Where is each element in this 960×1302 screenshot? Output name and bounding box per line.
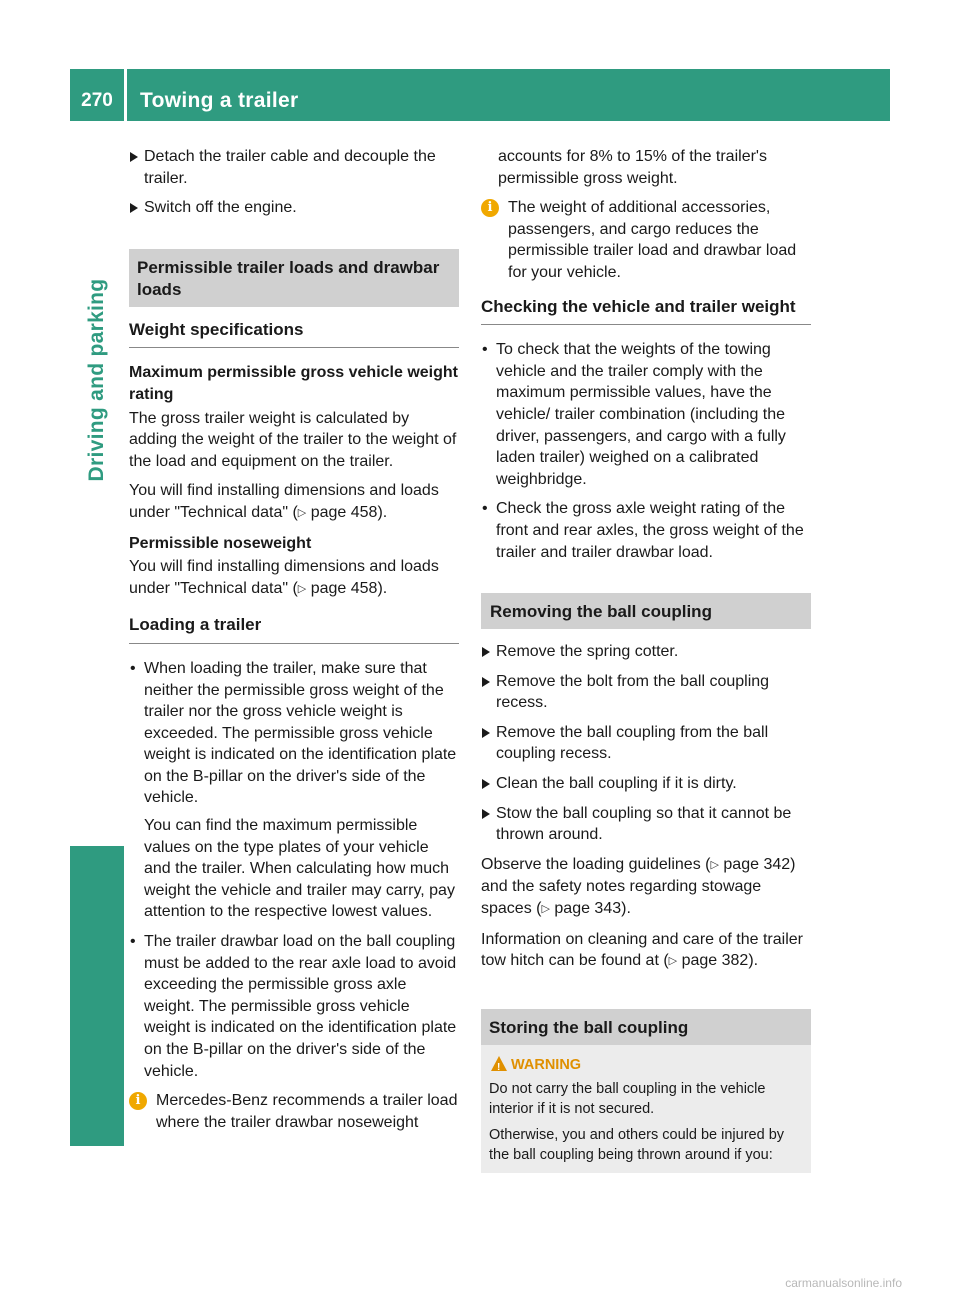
paragraph: You will find installing dimensions and loads under "Technical data" (▷ page 458). <box>129 558 439 597</box>
page-link[interactable]: page 343). <box>554 900 631 918</box>
info-text: Mercedes-Benz recommends a trailer load where the trailer drawbar noseweight <box>156 1092 458 1131</box>
paragraph: The gross trailer weight is calculated by adding the weight of the trailer to the weight of the load and equipment on the trailer. <box>129 409 457 470</box>
watermark: carmanualsonline.info <box>785 1276 902 1290</box>
section-heading: Permissible trailer loads and drawbar loads <box>129 249 459 307</box>
right-column <box>481 146 811 1173</box>
page-link[interactable]: page 458). <box>310 579 388 597</box>
section-heading: Storing the ball coupling <box>481 1009 811 1045</box>
info-icon: i <box>481 199 499 217</box>
paragraph: Observe the loading guidelines (▷ page 342) and the safety notes regarding stowage spaces (▷ page 343). <box>481 855 796 918</box>
warning-title: ! WARNING <box>489 1055 803 1075</box>
page-ref-arrow-icon: ▷ <box>710 858 719 871</box>
page-link[interactable]: page 458). <box>310 503 388 521</box>
page-ref-arrow-icon: ▷ <box>668 955 678 968</box>
info-icon: i <box>129 1092 147 1110</box>
page-link[interactable]: page 382). <box>681 952 759 970</box>
section-heading: Removing the ball coupling <box>481 593 811 629</box>
page-number: 270 <box>81 90 113 111</box>
page-ref-arrow-icon: ▷ <box>297 582 307 595</box>
paragraph: You will find installing dimensions and loads under "Technical data" (▷ page 458). <box>129 482 439 521</box>
instruction-step: Detach the trailer cable and decouple the trailer. <box>129 146 459 189</box>
info-text: The weight of additional accessories, passengers, and cargo reduces the permissible trailer load and drawbar load for your vehicle. <box>508 199 797 281</box>
paragraph: accounts for 8% to 15% of the trailer's permissible gross weight. <box>498 148 767 187</box>
bullet-text: You can find the maximum permissible values on the type plates of your vehicle and the trailer. When calculating how much weight the vehicle and trailer may carry, pay attention to the respective lowest values. <box>144 817 455 921</box>
info-note <box>481 197 811 283</box>
bullet-item: • Check the gross axle weight rating of the front and rear axles, the gross weight of the trailer and trailer drawbar load. <box>481 498 811 563</box>
warning-text: Do not carry the ball coupling in the vehicle interior if it is not secured. <box>489 1080 766 1117</box>
warning-triangle-icon <box>491 1056 507 1071</box>
bullet-text: • When loading the trailer, make sure that neither the permissible gross weight of the trailer nor the gross vehicle weight is exceeded. The permissible gross vehicle weight is indicated on the identification plate on the B-pillar on the driver's side of the vehicle. <box>144 659 457 807</box>
minor-heading: Maximum permissible gross vehicle weight rating <box>129 364 458 403</box>
minor-heading: Permissible noseweight <box>129 534 312 552</box>
bullet-item <box>129 658 459 923</box>
paragraph: Information on cleaning and care of the trailer tow hitch can be found at (▷ page 382). <box>481 930 803 970</box>
instruction-step: Remove the bolt from the ball coupling recess. <box>481 671 811 714</box>
subsection-heading: Checking the vehicle and trailer weight <box>481 296 811 326</box>
page-link[interactable]: page 342) and the safety notes regarding stowage spaces ( <box>481 855 796 918</box>
bullet-item: • The trailer drawbar load on the ball coupling must be added to the rear axle load to avoid exceeding the permissible gross axle weight. The permissible gross vehicle weight is indicated on the identification plate on the B-pillar on the driver's side of the vehicle. <box>129 931 459 1082</box>
chapter-title: Towing a trailer <box>140 89 299 112</box>
info-note <box>129 1090 459 1133</box>
subsection-heading: Weight specifications <box>129 319 459 349</box>
side-tab-label: Driving and parking <box>85 278 108 482</box>
header-divider <box>124 69 127 121</box>
side-tab-marker <box>70 846 124 1146</box>
warning-box <box>481 1045 811 1173</box>
instruction-step: Remove the ball coupling from the ball coupling recess. <box>481 722 811 765</box>
instruction-step: Switch off the engine. <box>129 197 459 219</box>
warning-text: Otherwise, you and others could be injured by the ball coupling being thrown around if you: <box>489 1126 785 1163</box>
page-ref-arrow-icon: ▷ <box>541 903 550 916</box>
instruction-step: Clean the ball coupling if it is dirty. <box>481 773 811 795</box>
subsection-heading: Loading a trailer <box>129 614 459 644</box>
page-ref-arrow-icon: ▷ <box>297 506 307 519</box>
instruction-step: Remove the spring cotter. <box>481 641 811 663</box>
left-column <box>129 146 459 1141</box>
instruction-step: Stow the ball coupling so that it cannot be thrown around. <box>481 803 811 846</box>
bullet-item: • To check that the weights of the towing vehicle and the trailer comply with the maximum permissible values, have the vehicle/ trailer combination (including the driver, passengers, and cargo with a fully laden trailer) weighed on a calibrated weighbridge. <box>481 339 811 490</box>
